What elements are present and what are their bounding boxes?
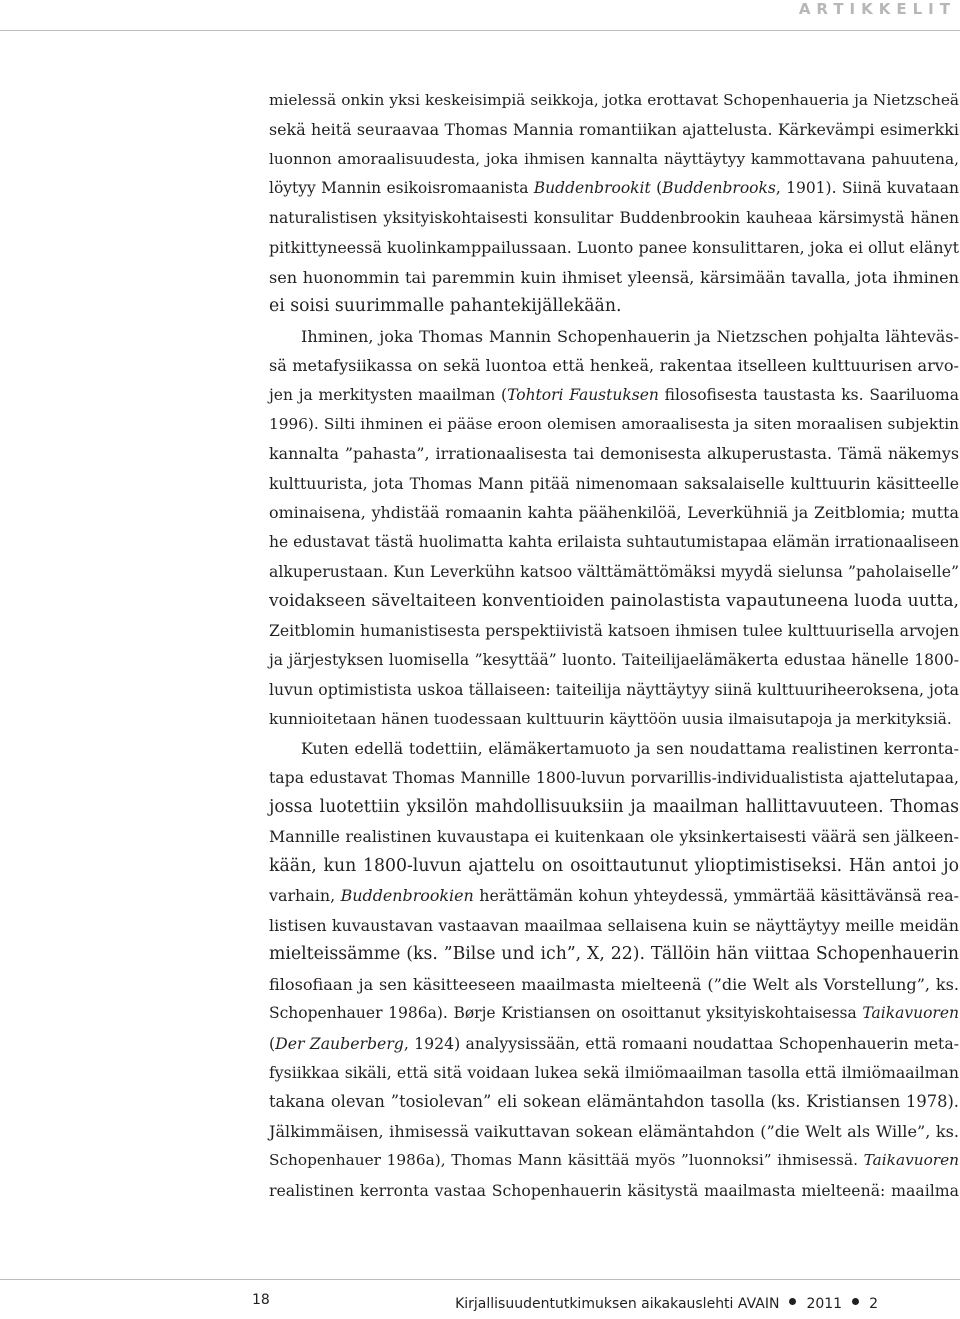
text-run: realistinen kerronta vastaa Schopenhauerin käsitystä maailmasta mielteenä: maailma	[269, 1180, 959, 1200]
italic-title: Der Zauberberg	[275, 1033, 404, 1053]
italic-title: Buddenbrooks	[662, 179, 776, 198]
text-run: pitkittyneessä kuolinkamppailussaan. Luonto panee konsulittaren, joka ei ollut elänyt	[269, 238, 959, 258]
italic-title: Buddenbrookien	[340, 886, 474, 906]
text-line	[269, 204, 959, 233]
text-line	[269, 145, 959, 174]
text-run: fysiikkaa sikäli, että sitä voidaan lukea sekä ilmiömaailman tasolla että ilmiömaailman	[269, 1062, 959, 1082]
text-line	[269, 292, 959, 321]
text-run: takana olevan ”tosiolevan” eli sokean elämäntahdon tasolla (ks. Kristiansen 1978).	[269, 1092, 959, 1112]
text-run: , 1924) analyysissään, että romaani noudattaa Schopenhauerin meta-	[403, 1033, 959, 1053]
text-line	[269, 174, 959, 203]
text-run: filosofisesta taustasta ks. Saariluoma	[658, 385, 959, 404]
text-run: mielessä onkin yksi keskeisimpiä seikkoja, jotka erottavat Schopenhaueria ja Nietzscheä	[269, 91, 959, 109]
text-run: Jälkimmäisen, ihmisessä vaikuttavan sokean elämäntahdon (”die Welt als Wille”, ks.	[269, 1121, 959, 1141]
journal-year: 2011	[806, 1296, 843, 1312]
text-line	[269, 263, 959, 292]
text-run: (	[269, 1033, 276, 1053]
text-line	[269, 763, 959, 792]
text-run: Ihminen, joka Thomas Mannin Schopenhauerin ja Nietzschen pohjalta lähteväs-	[301, 326, 959, 346]
text-line	[269, 646, 959, 675]
page-number: 18	[252, 1292, 270, 1308]
text-run: jossa luotettiin yksilön mahdollisuuksiin ja maailman hallittavuuteen. Thomas	[269, 796, 959, 817]
text-line	[269, 587, 959, 616]
text-line	[269, 616, 959, 645]
text-run: listisen kuvaustavan vastaavan maailmaa sellaisena kuin se näyttäytyy meille meidän	[269, 915, 959, 935]
header-rule	[0, 30, 960, 31]
text-run: tapa edustavat Thomas Mannille 1800-luvun porvarillis-individualistista ajattelutapaa,	[269, 768, 959, 788]
text-run: , 1901). Siinä kuvataan	[775, 179, 959, 198]
text-line	[269, 439, 959, 468]
text-line	[269, 1176, 959, 1205]
bullet-icon	[789, 1298, 796, 1305]
text-run: filosofiaan ja sen käsitteeseen maailmasta mielteenä (”die Welt als Vorstellung”, ks.	[269, 974, 959, 994]
text-run: Schopenhauer 1986a). Børje Kristiansen on osoittanut yksityiskohtaisessa	[269, 1004, 863, 1023]
text-run: jen ja merkitysten maailman (	[269, 385, 508, 404]
text-run: Zeitblomin humanistisesta perspektiivistä katsoen ihmisen tulee kulttuurisella arvojen	[269, 621, 959, 641]
text-run: kään, kun 1800-luvun ajattelu on osoittautunut ylioptimistiseksi. Hän antoi jo	[269, 855, 959, 876]
text-run: varhain,	[269, 886, 341, 906]
footer-rule	[0, 1279, 960, 1280]
text-run: luonnon amoraalisuudesta, joka ihmisen kannalta näyttäytyy kammottavana pahuutena,	[269, 149, 959, 168]
italic-title: Taikavuoren	[863, 1151, 959, 1170]
text-line	[269, 498, 959, 527]
text-run: kannalta ”pahasta”, irrationaalisesta tai demonisesta alkuperustasta. Tämä näkemys	[269, 444, 959, 464]
text-run: luvun optimistista uskoa tällaiseen: taiteilija näyttäytyy siinä kulttuuriheeroksena, jota	[269, 680, 959, 700]
text-run: alkuperustaan. Kun Leverkühn katsoo välttämättömäksi myydä sielunsa ”paholaiselle”	[269, 562, 959, 582]
journal-issue: 2	[869, 1296, 878, 1312]
text-line	[269, 233, 959, 262]
italic-title: Buddenbrookit	[533, 179, 651, 198]
text-run: löytyy Mannin esikoisromaanista	[269, 179, 534, 198]
text-run: Schopenhauer 1986a), Thomas Mann käsittää myös ”luonnoksi” ihmisessä.	[269, 1151, 864, 1170]
bullet-icon	[852, 1298, 859, 1305]
text-run: 1996). Silti ihminen ei pääse eroon olemisen amoraalisesta ja siten moraalisen subjektin	[269, 414, 959, 433]
text-run: ominaisena, yhdistää romaanin kahta päähenkilöä, Leverkühniä ja Zeitblomia; mutta	[269, 503, 959, 523]
text-line	[269, 1029, 959, 1058]
text-line	[269, 410, 959, 439]
text-run: herättämän kohun yhteydessä, ymmärtää käsittävänsä rea-	[473, 886, 959, 906]
text-run: kulttuurista, jota Thomas Mann pitää nimenomaan saksalaiselle kulttuurin käsitteelle	[269, 473, 959, 493]
text-line	[269, 675, 959, 704]
italic-title: Tohtori Faustuksen	[507, 385, 659, 404]
text-run: Kuten edellä todettiin, elämäkertamuoto ja sen noudattama realistinen kerronta-	[301, 738, 959, 758]
section-label: ARTIKKELIT	[798, 0, 956, 18]
article-body	[269, 86, 959, 1205]
text-line	[269, 822, 959, 851]
text-line	[269, 734, 959, 763]
text-run: sekä heitä seuraavaa Thomas Mannia romantiikan ajattelusta. Kärkevämpi esimerkki	[269, 120, 959, 140]
italic-title: Taikavuoren	[862, 1004, 959, 1023]
text-run: ja järjestyksen luomisella ”kesyttää” luonto. Taiteilijaelämäkerta edustaa hänelle 1800-	[269, 650, 959, 669]
text-line	[269, 557, 959, 586]
text-line	[269, 940, 959, 969]
text-run: voidakseen säveltaiteen konventioiden painolastista vapautuneena luoda uutta,	[269, 590, 959, 611]
text-line	[269, 999, 959, 1028]
text-run: Mannille realistinen kuvaustapa ei kuitenkaan ole yksinkertaisesti väärä sen jälkeen-	[269, 827, 959, 847]
text-line	[269, 1146, 959, 1175]
text-line	[269, 852, 959, 881]
text-line	[269, 469, 959, 498]
text-line	[269, 1087, 959, 1116]
text-run: ei soisi suurimmalle pahantekijällekään.	[269, 296, 622, 317]
text-line	[269, 1117, 959, 1146]
text-line	[269, 351, 959, 380]
text-line	[269, 528, 959, 557]
text-line	[269, 705, 959, 734]
text-line	[269, 115, 959, 144]
journal-title: Kirjallisuudentutkimuksen aikakauslehti AVAIN	[455, 1296, 780, 1312]
text-run: naturalistisen yksityiskohtaisesti konsulitar Buddenbrookin kauheaa kärsimystä hänen	[269, 208, 959, 227]
text-line	[269, 911, 959, 940]
text-line	[269, 86, 959, 115]
text-run: he edustavat tästä huolimatta kahta erilaista suhtautumistapaa elämän irrationaaliseen	[269, 532, 959, 551]
text-line	[269, 881, 959, 910]
text-run: mielteissämme (ks. ”Bilse und ich”, X, 22). Tällöin hän viittaa Schopenhauerin	[269, 944, 959, 965]
text-run: (	[650, 179, 663, 198]
text-line	[269, 322, 959, 351]
text-line	[269, 793, 959, 822]
footer-journal-line	[455, 1296, 878, 1312]
text-line	[269, 1058, 959, 1087]
text-run: kunnioitetaan hänen tuodessaan kulttuurin käyttöön uusia ilmaisutapoja ja merkityksiä.	[269, 709, 952, 728]
text-run: sä metafysiikassa on sekä luontoa että henkeä, rakentaa itselleen kulttuurisen arvo-	[269, 356, 959, 376]
text-run: sen huonommin tai paremmin kuin ihmiset yleensä, kärsimään tavalla, jota ihminen	[269, 267, 959, 287]
text-line	[269, 970, 959, 999]
text-line	[269, 381, 959, 410]
